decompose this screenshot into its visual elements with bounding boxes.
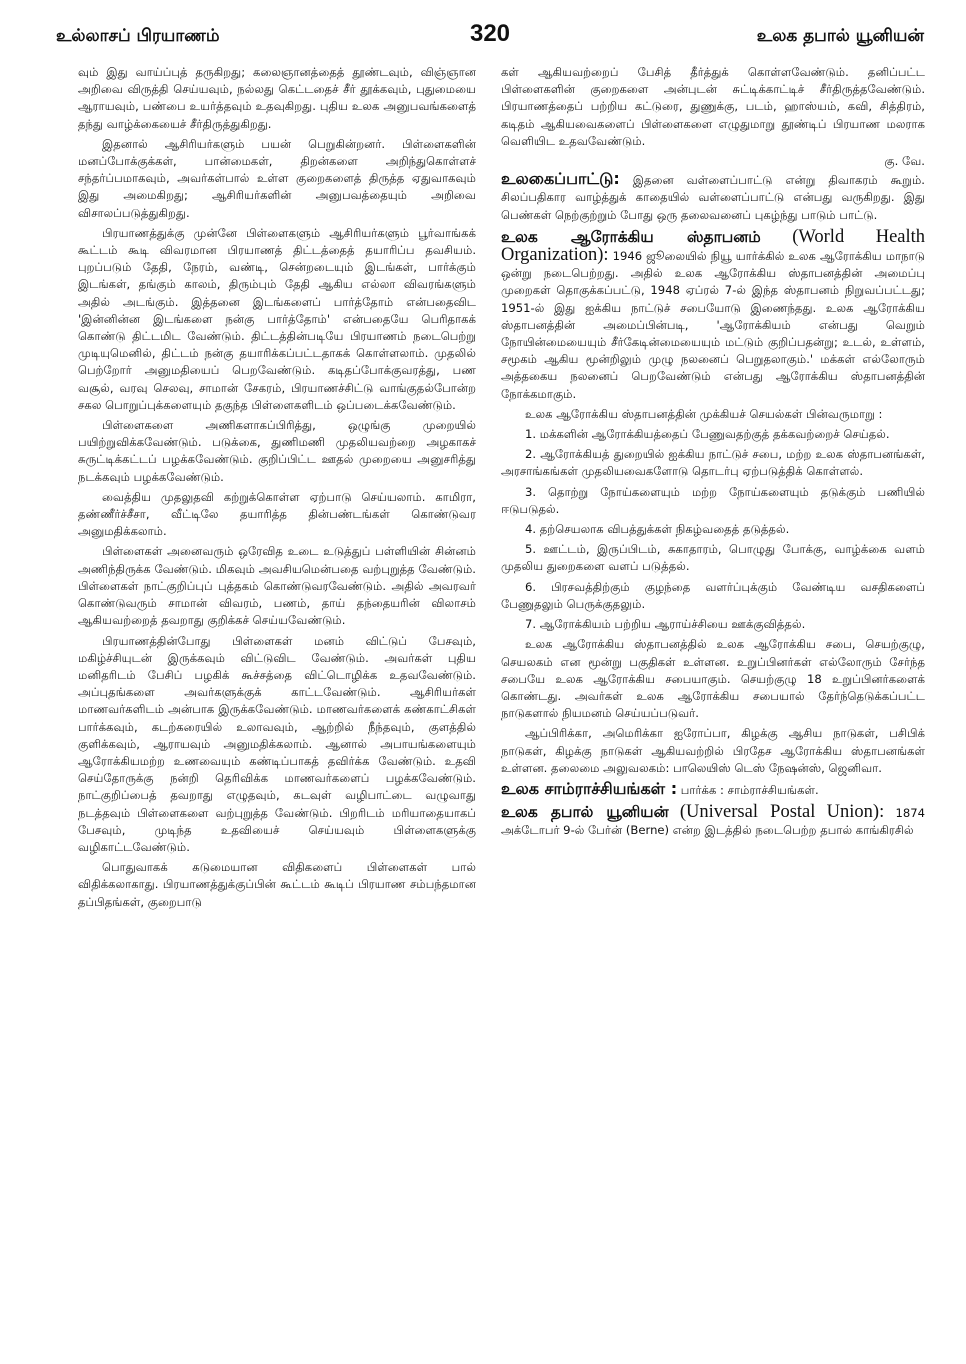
list-item: 6. பிரசவத்திற்கும் குழந்தை வளர்ப்புக்கும் வேண்டிய வசதிகளைப் பேணுதலும் பெருக்குதலும். [501, 579, 925, 611]
list-item: 1. மக்களின் ஆரோக்கியத்தைப் பேணுவதற்குத் தக்கவற்றைச் செய்தல். [525, 427, 890, 442]
author-initials: கு. வே. [884, 154, 925, 169]
entry-heading: உலகைப்பாட்டு: [501, 169, 620, 189]
left-column [78, 64, 476, 914]
list-item: 3. தொற்று நோய்களையும் மற்ற நோய்களையும் தடுக்கும் பணியில் ஈடுபடுதல். [501, 484, 925, 516]
paragraph: பிரயாணத்துக்கு முன்னே பிள்ளைகளும் ஆசிரியர்களும் பூர்வாங்கக் கூட்டம் கூடி விவரமான பிரயாணத் திட்டத்தைத் தயாரிப்ப தவசியம். புறப்படும் தேதி, நேரம், வண்டி, சென்றடையும் இடங்கள், பார்க்கும் இடங்கள், தங்கும் காலம், திரும்பும் தேதி ஆகிய எல்லா விவரங்களும் அதில் அடங்கும். இத்தனை இடங்களைப் பார்த்தோம் என்பதைவிட 'இன்னின்ன இடங்களை நன்கு பார்த்தோம்' என்பதையே பெரிதாகக் கொண்டு திட்டமிட வேண்டும். திட்டத்தின்படியே பிரயாணம் நடைபெற்று முடியுமெனில், திட்டம் நன்கு தயாரிக்கப்பட்டதாகக் கொள்ளலாம். முதலில் பெற்றோர் அனுமதியைப் பெறவேண்டும். கடிதப்போக்குவரத்து, பண வசூல், வரவு செலவு, சாமான் சேகரம், பிரயாணச்சிட்டு வாங்குதல்போன்ற சகல பொறுப்புக்களையும் தகுந்த பிள்ளைகளிடம் ஒப்படைக்கவேண்டும். [78, 225, 476, 412]
entry-ulakaippattu [501, 170, 925, 224]
paragraph: ஆப்பிரிக்கா, அமெரிக்கா ஐரோப்பா, கிழக்கு ஆசிய நாடுகள், பசிபிக் நாடுகள், கிழக்கு நாடுகள் ஆகியவற்றில் பிரதேச ஆரோக்கிய ஸ்தாபனங்கள் உள்ளன. தலைமை அலுவலகம்: பாலெயிஸ் டெஸ் நேஷன்ஸ், ஜெனிவா. [501, 726, 925, 775]
paragraph: உலக ஆரோக்கிய ஸ்தாபனத்தில் உலக ஆரோக்கிய சபை, செயற்குழு, செயலகம் என மூன்று பகுதிகள் உள்ளன. உறுப்பினர்கள் எல்லோரும் சேர்ந்த சபையே உலக ஆரோக்கிய சபையாகும். செயற்குழு 18 உறுப்பினர்களைக் கொண்டது. அவர்கள் உலக ஆரோக்கிய சபையால் தேர்ந்தெடுக்கப்பட்ட நாடுகளால் நியமனம் செய்யப்படுவர். [501, 637, 925, 721]
entry-who [501, 227, 925, 403]
entry-upu [501, 802, 925, 839]
entry-text: இதனை வள்ளைப்பாட்டு என்று திவாகரம் கூறும். சிலப்பதிகார வாழ்த்துக் காதையில் வள்ளைப்பாட்டு என்பது வருகிறது. இது பெண்கள் நெற்குற்றும் போது ஒரு தலைவனைப் புகழ்ந்து பாடும் பாட்டு. [501, 173, 925, 222]
list-item: 2. ஆரோக்கியத் துறையில் ஐக்கிய நாட்டுச் சபை, மற்ற உலக ஸ்தாபனங்கள், அரசாங்கங்கள் முதலியவைகளோடு தொடர்பு ஏற்படுத்திக் கொள்ளல். [501, 447, 925, 479]
list-item: 5. ஊட்டம், இருப்பிடம், சுகாதாரம், பொழுது போக்கு, வாழ்க்கை வளம் முதலிய துறைகளை வளப் படுத்தல். [501, 542, 925, 574]
running-head-left: உல்லாசப் பிரயாணம் [56, 26, 220, 46]
paragraph: இதனால் ஆசிரியர்களும் பயன் பெறுகின்றனர். பிள்ளைகளின் மனப்போக்குக்கள், பான்மைகள், திறன்களை அறிந்துகொள்ளச் சந்தர்ப்பமாகவும், அவர்கள்பால் உள்ள குறைகளைத் திருத்த ஏதுவாகவும் இது அமைகிறது; ஆசிரியர்களின் அனுபவத்தையும் அறிவை விசாலப்படுத்துகிறது. [78, 136, 476, 220]
entry-heading-english: (World [792, 226, 845, 247]
page-header [56, 20, 924, 54]
entry-heading-english: Union): [826, 802, 885, 823]
entry-heading: உலக ஆரோக்கிய ஸ்தாபனம் [501, 227, 761, 246]
page-number: 320 [469, 20, 511, 47]
paragraph: பொதுவாகக் கடுமையான விதிகளைப் பிள்ளைகள் பால் விதிக்கலாகாது. பிரயாணத்துக்குப்பின் கூட்டம் கூடிப் பிரயாண சம்பந்தமான தப்பிதங்கள், குறைபாடு [78, 860, 476, 909]
signature-line [501, 153, 925, 170]
paragraph: உலக ஆரோக்கிய ஸ்தாபனத்தின் முக்கியச் செயல்கள் பின்வருமாறு : [525, 406, 883, 421]
paragraph: பிரயாணத்தின்போது பிள்ளைகள் மனம் விட்டுப் பேசவும், மகிழ்ச்சியுடன் இருக்கவும் விட்டுவிட வேண்டும். அவர்கள் புதிய மனிதரிடம் பேசிப் பழகிக் கூச்சத்தை விட்டொழிக்க உதவவேண்டும். அப்புதங்களை அவர்களுக்குக் காட்டவேண்டும். ஆசிரியர்கள் மாணவர்களிடம் அன்பாக இருக்கவேண்டும். மாணவர்களைக் கண்காட்சிகள் பார்க்கவும், கடற்கரையில் உலாவவும், ஆற்றில் நீந்தவும், குளத்தில் குளிக்கவும், ஆராயவும் அனுமதிக்கலாம். ஆனால் அபாயங்களையும் ஆரோக்கியமற்ற உணவையும் கண்டிப்பாகத் தவிர்க்க வேண்டும். உதவி செய்தோருக்கு நன்றி தெரிவிக்க மாணவர்களைப் பழக்கவேண்டும். நாட்குறிப்பைத் தவறாது எழுதவும், கடவுள் வழிபாட்டை வழுவாது நடத்தவும் பிள்ளைகளை வற்புறுத்த வேண்டும். பிறரிடம் மரியாதையாகப் பேசவும், முடிந்த உதவியைச் செய்யவும் பிள்ளைகளுக்கு வழிகாட்டவேண்டும். [78, 633, 476, 854]
paragraph: வும் இது வாய்ப்புத் தருகிறது; கலைஞானத்தைத் தூண்டவும், விஞ்ஞான அறிவை விருத்தி செய்யவும், நல்லது கெட்டதைச் சீர் தூக்கவும், புதுமையை ஆராயவும், பண்பை உயர்த்தவும் உதவுகிறது. புதிய உலக அனுபவங்களைத் தந்து வாழ்க்கையைச் சீர்திருத்துகிறது. [78, 65, 476, 131]
entry-heading-english: Health Organization): [501, 226, 926, 266]
cross-reference: பார்க்க : சாம்ராச்சியங்கள். [680, 782, 819, 797]
right-column [501, 64, 925, 843]
paragraph: கள் ஆகியவற்றைப் பேசித் தீர்த்துக் கொள்ளவேண்டும். தனிப்பட்ட பிள்ளைகளின் குறைகளை அன்புடன் சுட்டிக்காட்டிச் சீர்திருத்தவேண்டும். பிரயாணத்தைப் பற்றிய கட்டுரை, துணுக்கு, படம், ஹாஸ்யம், கவி, சித்திரம், கடிதம் ஆகியவைகளைப் பிள்ளைகளை எழுதுமாறு தூண்டிப் பிரயாண மலராக வெளியிட உதவவேண்டும். [501, 65, 925, 148]
entry-empires [501, 780, 925, 799]
paragraph: வைத்திய முதலுதவி கற்றுக்கொள்ள ஏற்பாடு செய்யலாம். காமிரா, தண்ணீர்ச்சீசா, வீட்டிலே தயாரித்த தின்பண்டங்கள் கொண்டுவர அனுமதிக்கலாம். [78, 489, 476, 539]
entry-text: 1874 அக்டோபர் 9-ல் பேர்ன் (Berne) என்ற இடத்தில் நடைபெற்ற தபால் காங்கிரசில் [501, 806, 925, 838]
running-head-right: உலக தபால் யூனியன் [756, 26, 924, 46]
paragraph: பிள்ளைகளை அணிகளாகப்பிரித்து, ஒழுங்கு முறையில் பயிற்றுவிக்கவேண்டும். படுக்கை, துணிமணி முதலியவற்றை அழகாகச் சுருட்டிக்கட்டப் பழக்கவேண்டும். குறிப்பிட்ட ஊதல் முறையை அனுசரித்து நடக்கவும் பழக்கவேண்டும். [78, 418, 476, 484]
entry-heading: உலக சாம்ராச்சியங்கள் : [501, 778, 678, 798]
entry-text: 1946 ஜூலையில் நியூ யார்க்கில் உலக ஆரோக்கிய மாநாடு ஒன்று நடைபெற்றது. அதில் உலக ஆரோக்கிய ஸ்தாபனத்தின் அமைப்பு முறைகள் தொகுக்கப்பட்டு, 1948 ஏப்ரல் 7-ல் இந்த ஸ்தாபனம் நிறுவப்பட்டது; 1951-ல் இது ஐக்கிய நாட்டுச் சபையோடு இணைந்தது. உலக ஆரோக்கிய ஸ்தாபனத்தின் அமைப்பின்படி, 'ஆரோக்கியம் என்பது வெறும் நோயின்மையையும் சீர்கேடின்மையையும் மட்டும் குறிப்பதன்று; உடல், உள்ளம், சமூகம் ஆகிய மூன்றிலும் முழு நலனைப் பெறுதலாகும்.' மக்கள் எல்லோரும் அத்தகைய நலனைப் பெறவேண்டும் என்பது ஆரோக்கிய ஸ்தாபனத்தின் நோக்கமாகும். [501, 249, 925, 401]
list-item: 4. தற்செயலாக விபத்துக்கள் நிகழ்வதைத் தடுத்தல். [525, 522, 790, 537]
list-item: 7. ஆரோக்கியம் பற்றிய ஆராய்ச்சியை ஊக்குவித்தல். [525, 617, 806, 632]
entry-heading: உலக தபால் யூனியன் [501, 803, 669, 822]
paragraph: பிள்ளைகள் அனைவரும் ஒரேவித உடை உடுத்துப் பள்ளியின் சின்னம் அணிந்திருக்க வேண்டும். மிகவும் அவசியமென்பதை வற்புறுத்த வேண்டும். பிள்ளைகள் நாட்குறிப்புப் புத்தகம் கொண்டுவரவேண்டும். அதில் அவரவர் கொண்டுவரும் சாமான் விவரம், பணம், தாய் தந்தையரின் விலாசம் ஆகியவற்றைத் தவறாது குறிக்கச் செய்யவேண்டும். [78, 544, 476, 628]
entry-heading-english: (Universal Postal [679, 802, 816, 823]
